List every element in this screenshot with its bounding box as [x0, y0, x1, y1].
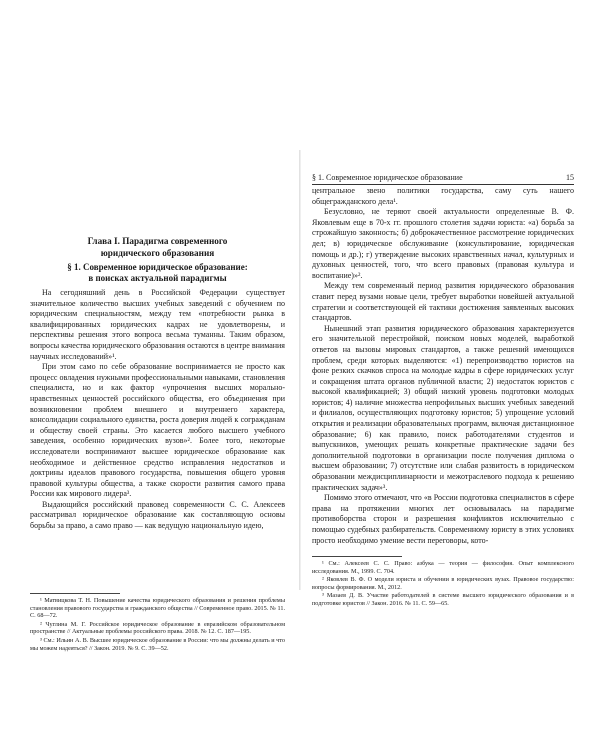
right-paragraph-1: центральное звено политики государства, саму суть нашего общегражданского дела¹. — [312, 186, 574, 206]
left-footnotes — [30, 597, 285, 653]
right-page-body — [312, 186, 574, 546]
right-paragraph-5: Помимо этого отмечают, что «в России подготовка специалистов в сфере права на протяжении многих лет основывалась на парадигме противоборства сторон и разрешения конфликтов исключительно с помощью судебных разбирательств. Современному юристу в этих условиях просто необходимо умение вести переговоры, кото- — [312, 493, 574, 545]
chapter-title-line2: юридического образования — [100, 247, 215, 258]
section-title — [30, 262, 285, 284]
left-paragraph-2: При этом само по себе образование воспринимается не просто как процесс овладения нужными профессиональными навыками, становления специалиста, но и как фактор «упрочнения высших морально-нравственных ценностей российского общества, его объединения при возникновении проблем внешнего и внутреннего характера, консолидации социального единства, роста доверия людей к согражданам и обществу своей страны. Это касается любого высшего учебного заведения, особенно юридических вузов»². Более того, некоторые исследователи воспринимают высшее юридическое образование как необходимое и действенное средство исправления недостатков и доктрины идеалов правового государства, повышения общего уровня правовой культуры общества, а также скорости развития самого права России как мирового лидера³. — [30, 362, 285, 499]
running-header-title: § 1. Современное юридическое образование — [312, 173, 463, 182]
page-number: 15 — [566, 173, 574, 182]
chapter-title — [30, 236, 285, 259]
left-footnote-rule — [30, 593, 120, 594]
book-gutter — [299, 150, 301, 590]
section-title-line2: в поисках актуальной парадигмы — [88, 273, 227, 283]
running-header — [312, 172, 574, 185]
right-paragraph-3: Между тем современный период развития юридического образования ставит перед вузами новые цели, требует выработки новейшей актуальной стратегии и соответствующей ей тактики достижения заявленных высоких стандартов. — [312, 281, 574, 323]
left-footnote-3: ³ См.: Ильин А. В. Высшее юридическое образование в России: что мы должны делать и что мы можем надеяться? // Закон. 2019. № 9. С. 39—52. — [30, 636, 285, 652]
left-paragraph-1: На сегодняшний день в Российской Федерации существует значительное количество высших учебных заведений с обучением по юридическим специальностям, между тем «потребности рынка в квалифицированных юридических кадрах не удовлетворены, и перспективы решения этого вопроса весьма туманны. Таким образом, вопросы качества юридического образования остаются в центре внимания научных исследований»¹. — [30, 288, 285, 361]
right-footnote-3: ³ Мазаев Д. В. Участие работодателей в системе высшего юридического образования и в подготовке юристов // Закон. 2016. № 11. С. 59—65. — [312, 592, 574, 607]
left-paragraph-3: Выдающийся российский правовед современности С. С. Алексеев рассматривал юридическое образование как составляющую основы борьбы за право, а само право — как ведущую национальную идею, — [30, 499, 285, 531]
left-footnote-1: ¹ Матвицкова Т. Н. Повышение качества юридического образования и решения проблемы становления правового государства и гражданского общества // Современное право. 2015. № 11. С. 68—72. — [30, 597, 285, 620]
left-footnote-2: ² Чуглина М. Г. Российское юридическое образование в евразийском образовательном пространстве // Актуальные проблемы российского права. 2018. № 12. С. 187—195. — [30, 620, 285, 636]
right-footnote-2: ² Яковлев В. Ф. О модели юриста и обучении в юридических вузах. Правовое государство: вопросы формирования. М., 2012. — [312, 576, 574, 591]
right-footnote-1: ¹ См.: Алексеев С. С. Право: азбука — теория — философия. Опыт комплексного исследования. М., 1999. С. 704. — [312, 560, 574, 575]
left-page-body — [30, 288, 285, 532]
right-footnote-rule — [312, 556, 402, 557]
right-footnotes — [312, 560, 574, 609]
right-paragraph-2: Безусловно, не теряют своей актуальности определенные В. Ф. Яковлевым еще в 70-х гг. прошлого столетия задачи юриста: «а) борьба за строжайшую законность; б) доброкачественное рассмотрение юридических дел; в) юридическое обслуживание (консультирование, юридическая помощь и др.); г) утверждение высоких нравственных начал, культурных и духовных ценностей, того, что всего правовых (правовая культура и воспитание)»². — [312, 207, 574, 280]
chapter-title-line1: Глава I. Парадигма современного — [87, 236, 228, 246]
section-title-line1: § 1. Современное юридическое образование: — [67, 262, 248, 272]
right-paragraph-4: Нынешний этап развития юридического образования характеризуется его значительной перестройкой, поиском новых моделей, выработкой ответов на вызовы мировых стандартов, а также решений имеющихся проблем, среди которых выделяются: «1) перепроизводство юристов на фоне резких скачков спроса на молодые кадры в сфере юридических услуг и сокращения штата органов публичной власти; 2) недостаток юристов с высокой квалификацией; 3) общий низкий уровень подготовки молодых юристов; 4) наличие множества непрофильных высших учебных заведений и филиалов, осуществляющих подготовку юристов; 5) упрощение условий открытия и реализации образовательных программ, включая дистанционное образование; 6) как правило, поиск работодателями студентов и выпускников, умеющих решать конкретные практические задачи без дополнительной подготовки в организации после получения диплома о высшем образовании; 7) отсутствие или слабая развитость в юридическом образовании междисциплинарности и межотраслевого подхода к решению практических задач»³. — [312, 323, 574, 492]
